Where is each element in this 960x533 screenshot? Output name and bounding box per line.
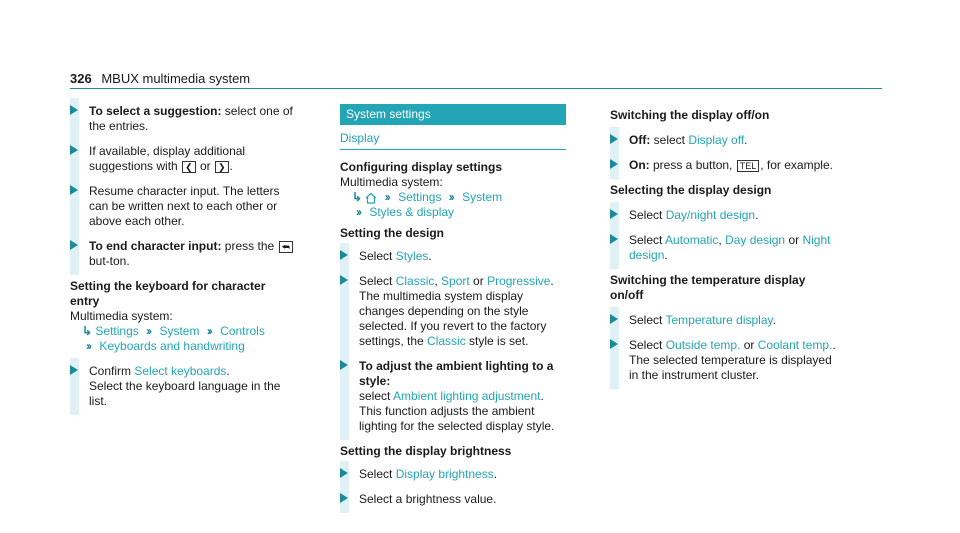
instruction-or: or [199, 159, 211, 173]
instruction-text: but-ton. [89, 254, 130, 268]
chevron-left-key-icon: ❮ [182, 161, 196, 173]
double-chevron-icon: ›› [146, 324, 151, 338]
instruction-text: This function adjusts the ambient lighting for the selected display style. [359, 404, 555, 433]
instruction-text: or [469, 274, 488, 288]
coolant-temp-link[interactable]: Coolant temp. [757, 338, 833, 352]
arrow-bullet-icon [340, 250, 348, 260]
arrow-bullet-icon [610, 209, 618, 219]
arrow-bullet-icon [70, 240, 78, 250]
list-item [70, 184, 296, 229]
arrow-bullet-icon [610, 314, 618, 324]
double-chevron-icon: ›› [356, 205, 360, 219]
path-settings[interactable]: Settings [398, 190, 442, 204]
instruction-text: . [493, 467, 498, 481]
list-item [610, 208, 836, 223]
double-chevron-icon: ›› [206, 324, 211, 338]
column-3 [610, 104, 836, 393]
list-item [340, 274, 566, 349]
instruction-text: . [428, 249, 432, 263]
instruction-text: . [550, 274, 554, 288]
multimedia-label: Multimedia system: [70, 309, 173, 323]
instruction-text: . [832, 338, 836, 352]
arrow-bullet-icon [340, 493, 348, 503]
instruction-text: Select [359, 274, 396, 288]
arrow-bullet-icon [610, 134, 618, 144]
page-header-title: MBUX multimedia system [101, 71, 251, 86]
section-heading: Setting the design [340, 226, 445, 240]
instruction-text: . [226, 364, 230, 378]
arrow-bullet-icon [70, 365, 78, 375]
instruction-text: , [718, 233, 726, 247]
header-divider [70, 88, 882, 89]
list-item [610, 158, 836, 173]
section-heading: Configuring display settings [340, 160, 503, 174]
instruction-text: . [772, 313, 776, 327]
section-heading: Setting the display brightness [340, 444, 512, 458]
subsection-heading: Display [340, 131, 566, 150]
menu-path [340, 205, 566, 220]
menu-path [70, 339, 296, 354]
arrow-bullet-icon [340, 275, 348, 285]
instruction-text: , [434, 274, 442, 288]
instruction-text: . [540, 389, 544, 403]
instruction-text: , for example. [760, 158, 833, 172]
section-heading: Setting the keyboard for character entry [70, 279, 266, 308]
menu-path [70, 324, 296, 339]
path-system[interactable]: System [159, 324, 200, 338]
instruction-bold: To select a suggestion: [89, 104, 222, 118]
outside-temp-link[interactable]: Outside temp. [665, 338, 741, 352]
path-keyboards[interactable]: Keyboards and handwriting [99, 339, 245, 353]
column-1 [70, 104, 296, 419]
menu-path [340, 190, 566, 205]
instruction-text: The selected temperature is displayed in the instrument cluster. [629, 353, 832, 382]
arrow-bullet-icon [340, 468, 348, 478]
display-brightness-link[interactable]: Display brightness [395, 467, 494, 481]
instruction-text: press a button, [649, 158, 736, 172]
sport-link[interactable]: Sport [441, 274, 470, 288]
instruction-text: Select a brightness value. [359, 492, 497, 506]
list-item [610, 133, 836, 148]
automatic-link[interactable]: Automatic [665, 233, 719, 247]
section-heading: Selecting the display design [610, 183, 772, 197]
instruction-text: . [755, 208, 759, 222]
list-item [70, 239, 296, 269]
instruction-text: . [664, 248, 668, 262]
list-item [340, 492, 566, 507]
arrow-bullet-icon [610, 159, 618, 169]
double-chevron-icon: ›› [448, 190, 453, 204]
return-arrow-icon: ↳ [352, 190, 363, 204]
path-styles[interactable]: Styles & display [369, 205, 455, 219]
list-item [610, 313, 836, 328]
page-header [70, 71, 250, 86]
list-item: If available, display additional suggestions with ❮ or ❯ . [70, 144, 296, 174]
path-settings[interactable]: Settings [95, 324, 139, 338]
list-item [610, 233, 836, 263]
instruction-text: Select [629, 338, 666, 352]
classic-link[interactable]: Classic [395, 274, 435, 288]
path-controls[interactable]: Controls [220, 324, 265, 338]
instruction-text: or [740, 338, 758, 352]
instruction-text: . [744, 133, 748, 147]
double-chevron-icon: ›› [86, 339, 90, 353]
instruction-text: If available, display additional suggestions with [89, 144, 246, 173]
arrow-bullet-icon [70, 145, 78, 155]
path-system[interactable]: System [462, 190, 503, 204]
list-item [340, 467, 566, 482]
instruction-text: Select the keyboard language in the list. [89, 379, 281, 408]
list-item [610, 338, 836, 383]
instruction-text: style is set. [465, 334, 529, 348]
instruction-text: Select [359, 467, 396, 481]
section-heading: Switching the display off/on [610, 108, 770, 122]
instruction-text: Select [359, 249, 396, 263]
list-item [340, 249, 566, 264]
list-item [70, 104, 296, 134]
page-number: 326 [70, 71, 92, 86]
instruction-bold: To end character input: [89, 239, 222, 253]
ambient-lighting-link[interactable]: Ambient lighting adjustment [393, 389, 541, 403]
progressive-link[interactable]: Progressive [487, 274, 551, 288]
instruction-text: The multimedia system display changes depending on the style selected. If you revert to the factory settings, the [359, 289, 547, 348]
arrow-bullet-icon [340, 360, 348, 370]
home-icon [365, 192, 377, 204]
instruction-text: Confirm [89, 364, 135, 378]
styles-link[interactable]: Styles [395, 249, 429, 263]
double-chevron-icon: ›› [384, 190, 389, 204]
instruction-text: or [785, 233, 803, 247]
select-keyboards-link[interactable]: Select keyboards [134, 364, 227, 378]
return-arrow-icon: ↳ [82, 324, 93, 338]
night-design-link[interactable]: Night design [629, 233, 831, 262]
arrow-bullet-icon [610, 234, 618, 244]
arrow-bullet-icon [610, 339, 618, 349]
temperature-display-link[interactable]: Temperature display [665, 313, 773, 327]
chevron-right-key-icon: ❯ [215, 161, 229, 173]
instruction-text: Select [629, 313, 666, 327]
instruction-bold: On: [629, 158, 650, 172]
column-2 [340, 104, 566, 517]
instruction-text: select [650, 133, 689, 147]
day-design-link[interactable]: Day design [725, 233, 786, 247]
instruction-text: press the [221, 239, 275, 253]
instruction-bold: Off: [629, 133, 651, 147]
instruction-bold: To adjust the ambient lighting to a style: [359, 359, 554, 388]
section-bar-title: System settings [340, 104, 566, 125]
list-item [70, 364, 296, 409]
arrow-bullet-icon [70, 105, 78, 115]
tel-key-icon: TEL [737, 160, 760, 172]
instruction-text: select [359, 389, 394, 403]
display-off-link[interactable]: Display off [688, 133, 745, 147]
arrow-bullet-icon [70, 185, 78, 195]
instruction-text: Select [629, 233, 666, 247]
multimedia-label: Multimedia system: [340, 175, 443, 189]
instruction-text: select one of the entries. [89, 104, 293, 133]
section-heading: Switching the temperature display on/off [610, 273, 806, 302]
instruction-text: Resume character input. The letters can be written next to each other or above each other. [89, 184, 280, 228]
list-item [340, 359, 566, 434]
back-key-icon: ⮪ [279, 241, 293, 253]
classic-link[interactable]: Classic [427, 334, 466, 348]
day-night-design-link[interactable]: Day/night design [665, 208, 756, 222]
instruction-text: Select [629, 208, 666, 222]
